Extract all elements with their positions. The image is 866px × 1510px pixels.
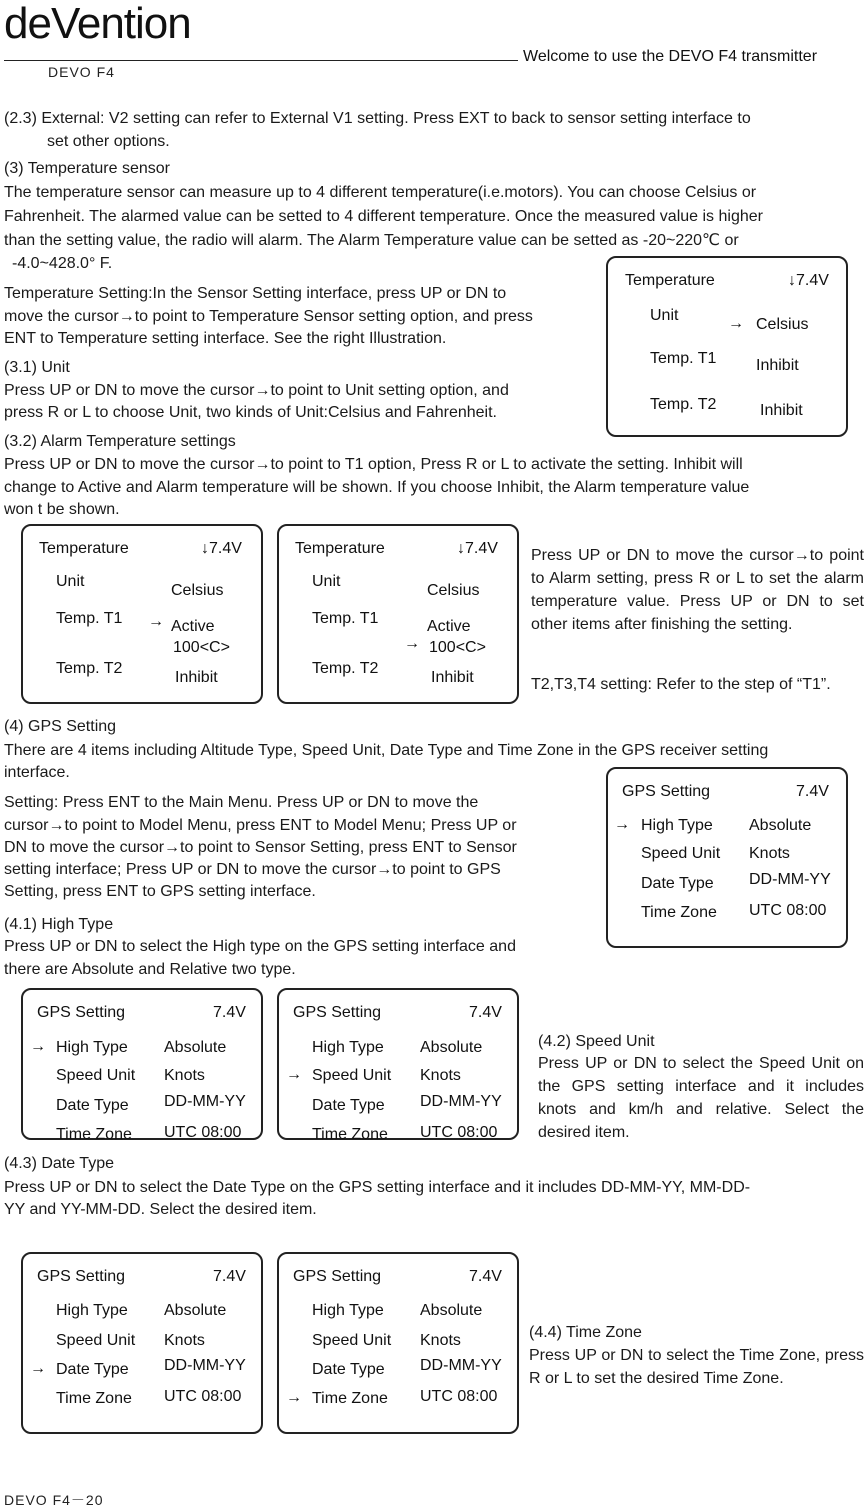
para-3-line1: The temperature sensor can measure up to 4 different temperature(i.e.motors). You can choose Celsius or — [4, 184, 757, 201]
lcd-title: GPS Setting — [293, 1268, 382, 1285]
para-date-type-line2: YY and YY-MM-DD. Select the desired item. — [4, 1201, 317, 1218]
lcd-date-type: Date Type — [312, 1361, 385, 1378]
lcd-high-value: Absolute — [420, 1302, 483, 1319]
cursor-arrow-icon: → — [286, 1389, 302, 1406]
lcd-speed-unit: Speed Unit — [56, 1332, 136, 1349]
lcd-unit-label: Unit — [312, 573, 341, 590]
lcd-date-type: Date Type — [641, 875, 714, 892]
para-alarm-line2: change to Active and Alarm temperature will be shown. If you choose Inhibit, the Alarm temperature value — [4, 479, 750, 496]
lcd-title: Temperature — [295, 540, 385, 557]
lcd-high-value: Absolute — [749, 817, 812, 834]
heading-gps-setting: (4) GPS Setting — [4, 718, 117, 735]
lcd-time-zone: Time Zone — [56, 1126, 132, 1143]
para-alarm-line3: won t be shown. — [4, 501, 120, 518]
cursor-arrow-icon: → — [30, 1360, 46, 1377]
lcd-date-value: DD-MM-YY — [749, 871, 831, 888]
lcd-t1-value: Active — [427, 618, 471, 635]
lcd-unit-label: Unit — [56, 573, 85, 590]
para-3-line4: -4.0~428.0° F. — [12, 255, 113, 272]
lcd-t1-label: Temp. T1 — [650, 350, 717, 367]
lcd-date-type: Date Type — [56, 1361, 129, 1378]
heading-time-zone: (4.4) Time Zone — [529, 1324, 642, 1341]
heading-temperature-sensor: (3) Temperature sensor — [4, 160, 170, 177]
lcd-gps-time-zone — [277, 1252, 519, 1434]
page-footer: DEVO F4－20 — [4, 1492, 104, 1508]
heading-high-type: (4.1) High Type — [4, 916, 114, 933]
lcd-title: GPS Setting — [37, 1268, 126, 1285]
lcd-date-value: DD-MM-YY — [420, 1093, 502, 1110]
lcd-t2-value: Inhibit — [175, 669, 218, 686]
lcd-high-value: Absolute — [164, 1039, 227, 1056]
para-gps-line1: There are 4 items including Altitude Type, Speed Unit, Date Type and Time Zone in the GPS receiver setting — [4, 742, 769, 759]
lcd-date-value: DD-MM-YY — [164, 1093, 246, 1110]
cursor-arrow-icon: → — [30, 1038, 46, 1055]
lcd-t2-value: Inhibit — [760, 402, 803, 419]
lcd-title: Temperature — [625, 272, 715, 289]
lcd-unit-label: Unit — [650, 307, 679, 324]
lcd-temperature-unit — [606, 256, 848, 437]
heading-date-type: (4.3) Date Type — [4, 1155, 114, 1172]
para-alarm-side: Press UP or DN to move the cursor→to point to Alarm setting, press R or L to set the alarm temperature value. Press UP or DN to set other items after finishing the setting. — [531, 547, 864, 633]
para-2-3-line1: (2.3) External: V2 setting can refer to External V1 setting. Press EXT to back to sensor setting interface to — [4, 110, 751, 127]
brand-logo: deVention — [4, 0, 191, 48]
lcd-battery: 7.4V — [796, 783, 829, 800]
para-high-type-line2: there are Absolute and Relative two type. — [4, 961, 296, 978]
para-gps-setting-line1: Setting: Press ENT to the Main Menu. Press UP or DN to move the — [4, 794, 479, 811]
lcd-high-type: High Type — [56, 1302, 128, 1319]
cursor-arrow-icon: → — [286, 1066, 302, 1083]
lcd-t1-value: Inhibit — [756, 357, 799, 374]
lcd-gps-high-type — [21, 988, 263, 1143]
para-gps-setting-line5: Setting, press ENT to GPS setting interface. — [4, 883, 316, 900]
lcd-t2-label: Temp. T2 — [650, 396, 717, 413]
lcd-title: GPS Setting — [293, 1004, 382, 1021]
lcd-gps-speed-unit — [277, 988, 519, 1143]
lcd-time-value: UTC 08:00 — [164, 1388, 242, 1405]
lcd-speed-value: Knots — [749, 845, 790, 862]
lcd-high-value: Absolute — [420, 1039, 483, 1056]
lcd-time-value: UTC 08:00 — [420, 1388, 498, 1405]
lcd-time-zone: Time Zone — [312, 1390, 388, 1407]
lcd-high-value: Absolute — [164, 1302, 227, 1319]
lcd-t2-value: Inhibit — [431, 669, 474, 686]
lcd-t2-label: Temp. T2 — [312, 660, 379, 677]
para-temp-setting-line1: Temperature Setting:In the Sensor Setting interface, press UP or DN to — [4, 285, 507, 302]
lcd-speed-value: Knots — [164, 1067, 205, 1084]
lcd-unit-value: Celsius — [756, 316, 809, 333]
lcd-temperature-t1-active — [21, 524, 263, 704]
para-high-type-line1: Press UP or DN to select the High type on the GPS setting interface and — [4, 938, 516, 955]
lcd-speed-unit: Speed Unit — [312, 1332, 392, 1349]
lcd-battery: 7.4V — [213, 1004, 246, 1021]
lcd-high-type: High Type — [56, 1039, 128, 1056]
cursor-arrow-icon: → — [728, 315, 744, 332]
lcd-high-type: High Type — [312, 1302, 384, 1319]
lcd-gps-date-type — [21, 1252, 263, 1434]
para-gps-setting-line3: DN to move the cursor→to point to Sensor Setting, press ENT to Sensor — [4, 839, 517, 856]
para-unit-line2: press R or L to choose Unit, two kinds of Unit:Celsius and Fahrenheit. — [4, 404, 497, 421]
para-time-zone: Press UP or DN to select the Time Zone, press R or L to set the desired Time Zone. — [529, 1347, 864, 1387]
header-divider — [4, 60, 518, 61]
para-alarm-line1: Press UP or DN to move the cursor→to point to T1 option, Press R or L to activate the setting. Inhibit will — [4, 456, 743, 473]
para-3-line2: Fahrenheit. The alarmed value can be setted to 4 different temperature. Once the measured value is higher — [4, 208, 763, 225]
para-gps-setting-line2: cursor→to point to Model Menu, press ENT to Model Menu; Press UP or — [4, 817, 517, 834]
lcd-t1-value: Active — [171, 618, 215, 635]
heading-speed-unit: (4.2) Speed Unit — [538, 1033, 655, 1050]
lcd-speed-unit: Speed Unit — [312, 1067, 392, 1084]
para-gps-line2: interface. — [4, 764, 70, 781]
lcd-t1-label: Temp. T1 — [312, 610, 379, 627]
lcd-date-type: Date Type — [56, 1097, 129, 1114]
para-2-3-line2: set other options. — [47, 133, 170, 150]
lcd-temperature-alarm-value — [277, 524, 519, 704]
heading-unit: (3.1) Unit — [4, 359, 70, 376]
heading-alarm-temperature: (3.2) Alarm Temperature settings — [4, 433, 236, 450]
lcd-t2-label: Temp. T2 — [56, 660, 123, 677]
lcd-battery: 7.4V — [469, 1268, 502, 1285]
header-tagline: Welcome to use the DEVO F4 transmitter — [523, 48, 818, 65]
lcd-title: GPS Setting — [37, 1004, 126, 1021]
cursor-arrow-icon: → — [614, 816, 630, 833]
para-unit-line1: Press UP or DN to move the cursor→to point to Unit setting option, and — [4, 382, 509, 399]
lcd-time-value: UTC 08:00 — [420, 1124, 498, 1141]
para-gps-setting-line4: setting interface; Press UP or DN to move the cursor→to point to GPS — [4, 861, 501, 878]
lcd-battery: 7.4V — [469, 1004, 502, 1021]
para-temp-setting-line3: ENT to Temperature setting interface. See the right Illustration. — [4, 330, 447, 347]
lcd-date-type: Date Type — [312, 1097, 385, 1114]
lcd-high-type: High Type — [312, 1039, 384, 1056]
lcd-time-value: UTC 08:00 — [164, 1124, 242, 1141]
lcd-unit-value: Celsius — [171, 582, 224, 599]
cursor-arrow-icon: → — [404, 635, 420, 652]
lcd-speed-value: Knots — [164, 1332, 205, 1349]
lcd-high-type: High Type — [641, 817, 713, 834]
lcd-time-value: UTC 08:00 — [749, 902, 827, 919]
para-3-line3: than the setting value, the radio will alarm. The Alarm Temperature value can be setted as -20~220℃ or — [4, 232, 739, 249]
para-t2-t4: T2,T3,T4 setting: Refer to the step of “T1”. — [531, 676, 831, 693]
lcd-alarm-value: 100<C> — [173, 639, 230, 656]
lcd-battery: ↓7.4V — [201, 540, 242, 557]
lcd-time-zone: Time Zone — [641, 904, 717, 921]
cursor-arrow-icon: → — [148, 613, 164, 630]
para-date-type-line1: Press UP or DN to select the Date Type on the GPS setting interface and it includes DD-MM-YY, MM-DD- — [4, 1179, 751, 1196]
lcd-unit-value: Celsius — [427, 582, 480, 599]
lcd-time-zone: Time Zone — [312, 1126, 388, 1143]
para-speed-unit: Press UP or DN to select the Speed Unit on the GPS setting interface and it includes knots and km/h and relative. Select the desired item. — [538, 1055, 864, 1141]
model-label: DEVO F4 — [48, 64, 115, 80]
lcd-speed-value: Knots — [420, 1067, 461, 1084]
lcd-t1-label: Temp. T1 — [56, 610, 123, 627]
lcd-gps-overview — [606, 767, 848, 948]
lcd-battery: ↓7.4V — [457, 540, 498, 557]
lcd-title: Temperature — [39, 540, 129, 557]
lcd-date-value: DD-MM-YY — [164, 1357, 246, 1374]
para-temp-setting-line2: move the cursor→to point to Temperature Sensor setting option, and press — [4, 308, 533, 325]
lcd-battery: 7.4V — [213, 1268, 246, 1285]
lcd-speed-value: Knots — [420, 1332, 461, 1349]
lcd-battery: ↓7.4V — [788, 272, 829, 289]
lcd-title: GPS Setting — [622, 783, 711, 800]
lcd-date-value: DD-MM-YY — [420, 1357, 502, 1374]
lcd-speed-unit: Speed Unit — [56, 1067, 136, 1084]
lcd-alarm-value: 100<C> — [429, 639, 486, 656]
lcd-speed-unit: Speed Unit — [641, 845, 721, 862]
lcd-time-zone: Time Zone — [56, 1390, 132, 1407]
